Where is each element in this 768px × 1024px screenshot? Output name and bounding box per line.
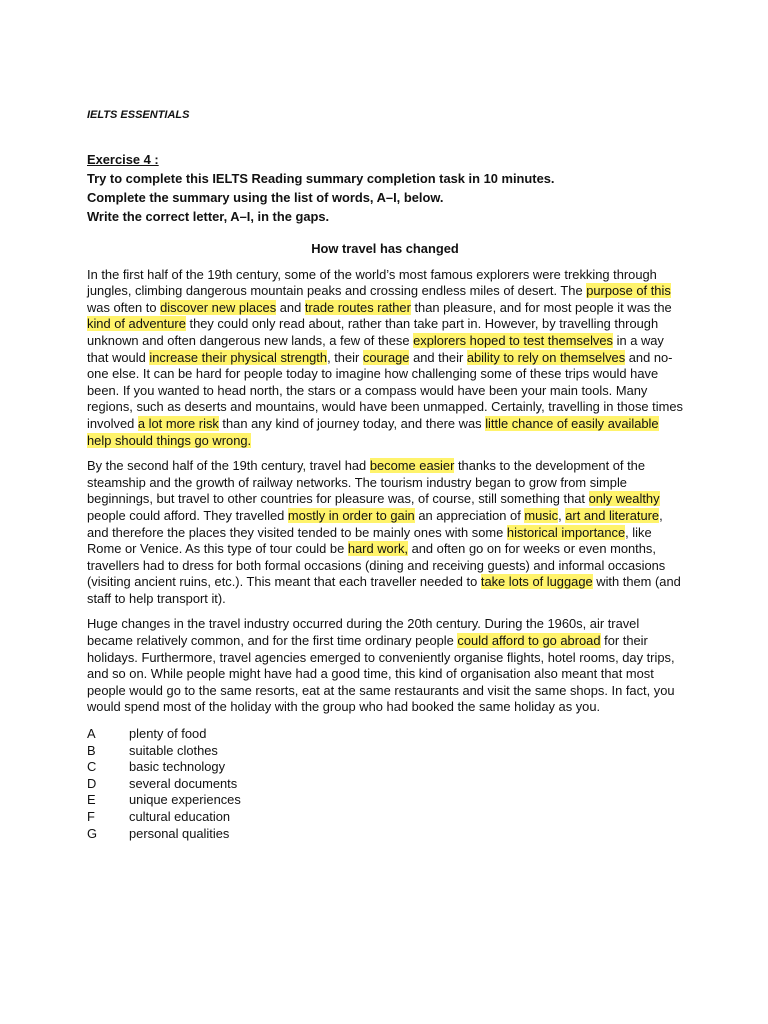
- paragraph-text: for their holidays. Furthermore, travel agencies emerged to conveniently organise flights, hotel rooms, day trips, and so on. While people might have had a good time, this kind of organisation also meant that most people would go to the same resorts, eat at the same restaurants and visit the same shops. In fact, you would spend most of the holiday with the group who had booked the same holiday as you.: [87, 633, 675, 715]
- option-text: unique experiences: [129, 792, 241, 808]
- paragraph-text: people could afford. They travelled: [87, 507, 288, 523]
- paragraph-text: than pleasure, and for most people it was the: [410, 299, 672, 315]
- options-list: [87, 726, 683, 842]
- paragraph-text: was often to: [87, 299, 161, 315]
- paragraph: [87, 616, 683, 716]
- option-text: plenty of food: [129, 726, 207, 742]
- instruction-line: Try to complete this IELTS Reading summary completion task in 10 minutes.: [87, 171, 555, 186]
- option-text: suitable clothes: [129, 742, 218, 758]
- option-text: cultural education: [129, 809, 231, 824]
- paragraph: [87, 458, 683, 607]
- exercise-title: Exercise 4 :: [87, 152, 159, 167]
- highlighted-phrase: little chance of easily available help should things go wrong.: [87, 415, 659, 448]
- highlighted-phrase: explorers hoped to test themselves: [413, 332, 613, 348]
- highlighted-phrase: could afford to go abroad: [457, 633, 601, 649]
- paragraph-text: and no-one else. It can be hard for people today to imagine how challenging some of these trips would have been. If you wanted to head north, the stars or a compass would have been your main tools. Many regions, such as deserts and mountains, would have been unmapped. Certainly, travelling in those times involved: [87, 349, 683, 431]
- paragraph-text: , like Rome or Venice. As this type of tour could be: [87, 524, 652, 557]
- option-item: [87, 759, 683, 776]
- option-item: [87, 792, 683, 809]
- paragraph-text: , their: [327, 349, 363, 365]
- highlighted-phrase: take lots of luggage: [480, 574, 593, 590]
- highlighted-phrase: discover new places: [160, 299, 277, 315]
- instruction-line: Complete the summary using the list of words, A–I, below.: [87, 190, 444, 205]
- option-item: [87, 809, 683, 826]
- highlighted-phrase: ability to rely on themselves: [466, 349, 626, 365]
- option-letter: D: [87, 775, 97, 791]
- instruction-line: Write the correct letter, A–I, in the gaps.: [87, 209, 330, 224]
- option-item: [87, 726, 683, 743]
- paragraph-text: ,: [558, 507, 566, 523]
- paragraph-text: By the second half of the 19th century, travel had: [87, 458, 370, 474]
- option-item: [87, 776, 683, 793]
- paragraph-text: and often go on for weeks or even months, travellers had to dress for both formal occasions (dining and receiving guests) and informal occasions (visiting ancient ruins, etc.). This meant that each traveller needed to: [87, 541, 666, 590]
- paragraph-text: with them (and staff to help transport it).: [87, 574, 681, 606]
- option-item: [87, 743, 683, 760]
- paragraph-text: in a way that would: [87, 332, 664, 365]
- paragraph-text: and: [276, 299, 305, 315]
- paragraph-text: than any kind of journey today, and there was: [218, 415, 486, 431]
- highlighted-phrase: hard work,: [347, 541, 409, 557]
- highlighted-phrase: kind of adventure: [87, 316, 186, 332]
- paragraph-text: , and therefore the places they visited tended to be mainly ones with some: [87, 507, 663, 540]
- highlighted-phrase: trade routes rather: [304, 299, 411, 315]
- instructions-block: [87, 150, 683, 226]
- paragraph: [87, 267, 683, 450]
- highlighted-phrase: music: [524, 507, 559, 523]
- highlighted-phrase: purpose of this: [586, 283, 671, 299]
- highlighted-phrase: mostly in order to gain: [287, 507, 415, 523]
- option-letter: C: [87, 759, 97, 775]
- paragraph-text: and their: [409, 349, 467, 365]
- option-text: personal qualities: [129, 825, 230, 841]
- passage-title: How travel has changed: [311, 241, 459, 256]
- paragraph-text: Huge changes in the travel industry occurred during the 20th century. During the 1960s, air travel became relatively common, and for the first time ordinary people: [87, 616, 640, 649]
- option-letter: G: [87, 825, 98, 841]
- option-letter: F: [87, 809, 95, 824]
- paragraph-text: In the first half of the 19th century, some of the world’s most famous explorers were trekking through jungles, climbing dangerous mountain peaks and crossing endless miles of desert. The: [87, 266, 657, 299]
- highlighted-phrase: become easier: [369, 458, 455, 474]
- option-letter: A: [87, 726, 96, 742]
- paragraph-text: an appreciation of: [414, 507, 525, 523]
- option-item: [87, 826, 683, 843]
- option-letter: E: [87, 792, 96, 808]
- document-page: [87, 108, 683, 842]
- highlighted-phrase: a lot more risk: [137, 415, 219, 431]
- highlighted-phrase: increase their physical strength: [149, 349, 328, 365]
- highlighted-phrase: courage: [362, 349, 410, 365]
- highlighted-phrase: historical importance: [506, 524, 626, 540]
- option-text: several documents: [129, 775, 238, 791]
- paragraph-text: thanks to the development of the steamship and the growth of railway networks. The tourism industry began to grow from simple beginnings, but travel to other countries for pleasure was, of course, still something that: [87, 458, 646, 507]
- highlighted-phrase: only wealthy: [588, 491, 660, 507]
- option-letter: B: [87, 742, 96, 758]
- document-header: IELTS ESSENTIALS: [87, 109, 190, 121]
- highlighted-phrase: art and literature: [565, 507, 660, 523]
- paragraph-text: they could only read about, rather than take part in. However, by travelling through unknown and often dangerous new lands, a few of these: [87, 316, 659, 348]
- option-text: basic technology: [129, 759, 226, 775]
